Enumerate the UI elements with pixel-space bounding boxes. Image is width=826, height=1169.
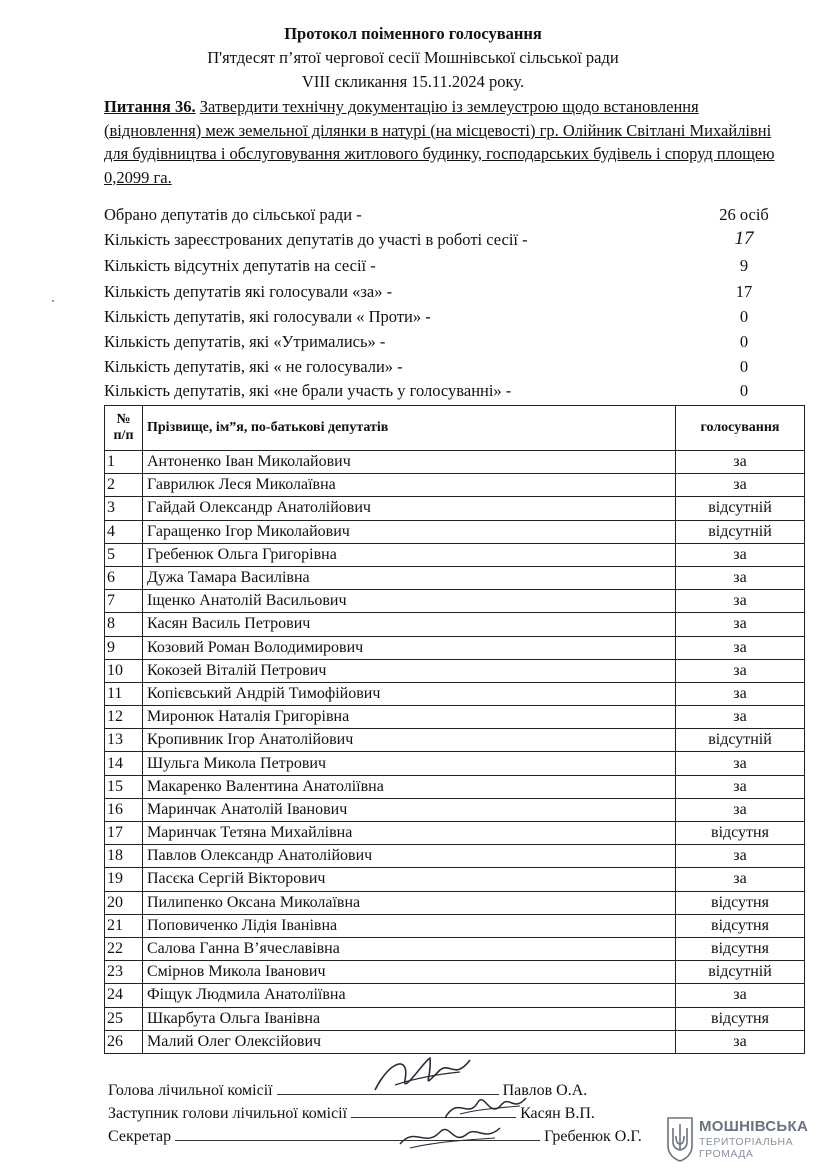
row-number: 17 [105,822,143,845]
signature-name: Павлов О.А. [502,1082,588,1099]
vote-result: за [676,566,805,589]
vote-result: відсутній [676,497,805,520]
row-number: 4 [105,520,143,543]
column-header-name: Прізвище, ім”я, по-батькові депутатів [143,406,676,451]
vote-result: за [676,451,805,474]
row-number: 22 [105,937,143,960]
table-row [105,798,805,821]
deputy-name: Шульга Микола Петрович [143,752,676,775]
stat-value: 0 [739,307,749,326]
deputy-name: Салова Ганна В’ячеславівна [143,937,676,960]
signature-name: Касян В.П. [520,1105,595,1122]
row-number: 26 [105,1030,143,1053]
table-row [105,729,805,752]
row-number: 15 [105,775,143,798]
signature-role: Голова лічильної комісії [108,1082,273,1099]
table-row [105,868,805,891]
vote-result: за [676,845,805,868]
vote-result: за [676,613,805,636]
row-number: 6 [105,566,143,589]
row-number: 14 [105,752,143,775]
vote-result: відсутній [676,520,805,543]
vote-result: за [676,1030,805,1053]
table-row [105,752,805,775]
deputy-name: Гребенюк Ольга Григорівна [143,543,676,566]
column-header-number: № п/п [105,406,143,451]
table-row [105,775,805,798]
protocol-title: Протокол поіменного голосування [284,24,542,43]
stat-row [104,307,804,331]
deputy-name: Маринчак Тетяна Михайлівна [143,822,676,845]
stat-label: Кількість депутатів, які « не голосували» - [104,357,403,376]
stat-value: 0 [739,332,749,351]
stat-label: Кількість зареєстрованих депутатів до участі в роботі сесії - [104,230,528,249]
stat-label: Кількість депутатів, які «не брали участь у голосуванні» - [104,381,512,400]
vote-result: відсутній [676,729,805,752]
handwritten-signature-3 [395,1118,505,1154]
deputy-name: Козовий Роман Володимирович [143,636,676,659]
table-header-row [105,406,805,451]
stat-label: Кількість депутатів, які «Утримались» - [104,332,386,351]
vote-result: відсутня [676,822,805,845]
deputy-name: Касян Василь Петрович [143,613,676,636]
stat-row [104,256,804,280]
vote-result: відсутня [676,1007,805,1030]
deputy-name: Копієвський Андрій Тимофійович [143,682,676,705]
signature-name: Гребенюк О.Г. [544,1128,642,1145]
deputy-name: Кокозей Віталій Петрович [143,659,676,682]
deputy-name: Антоненко Іван Миколайович [143,451,676,474]
stat-row [104,332,804,356]
stat-label: Кількість відсутніх депутатів на сесії - [104,256,376,275]
table-row [105,984,805,1007]
deputy-name: Гаращенко Ігор Миколайович [143,520,676,543]
stat-value: 0 [739,357,749,376]
stat-value: 9 [739,256,749,275]
table-row [105,937,805,960]
trident-icon [666,1116,694,1162]
row-number: 13 [105,729,143,752]
stat-row [104,282,804,306]
question-label: Питання 36. [104,97,196,116]
table-row [105,1007,805,1030]
row-number: 5 [105,543,143,566]
question-text: Затвердити технічну документацію із землеустрою щодо встановлення (відновлення) меж земельної ділянки в натурі (на місцевості) гр. Олійник Світлані Михайлівні для будівництва і обслуговування житлового будинку, господарських будівель і споруд площею 0,2099 га. [104,97,775,187]
vote-result: за [676,984,805,1007]
table-row [105,520,805,543]
vote-result: за [676,636,805,659]
table-row [105,636,805,659]
table-row [105,543,805,566]
table-row [105,590,805,613]
deputy-name: Малий Олег Олексійович [143,1030,676,1053]
signature-line-secretary [108,1128,642,1146]
row-number: 12 [105,706,143,729]
stat-value: 17 [734,228,754,249]
vote-result: відсутня [676,891,805,914]
roll-call-table [104,405,805,1054]
row-number: 2 [105,474,143,497]
table-row [105,891,805,914]
stat-label: Обрано депутатів до сільської ради - [104,205,362,224]
vote-result: за [676,590,805,613]
column-header-vote: голосування [676,406,805,451]
deputy-name: Кропивник Ігор Анатолійович [143,729,676,752]
scan-speck [52,300,54,302]
stat-row [104,230,804,254]
vote-result: за [676,682,805,705]
vote-result: за [676,775,805,798]
stat-value: 0 [739,381,749,400]
deputy-name: Пасєка Сергій Вікторович [143,868,676,891]
row-number: 16 [105,798,143,821]
table-row [105,497,805,520]
row-number: 11 [105,682,143,705]
row-number: 8 [105,613,143,636]
row-number: 9 [105,636,143,659]
logo-text-line3: ГРОМАДА [699,1148,754,1160]
table-row [105,613,805,636]
vote-result: за [676,706,805,729]
stat-label: Кількість депутатів, які голосували « Проти» - [104,307,431,326]
deputy-name: Поповиченко Лідія Іванівна [143,914,676,937]
deputy-name: Макаренко Валентина Анатоліївна [143,775,676,798]
deputy-name: Павлов Олександр Анатолійович [143,845,676,868]
stat-row [104,381,804,405]
vote-result: за [676,543,805,566]
signature-role: Секретар [108,1128,172,1145]
row-number: 25 [105,1007,143,1030]
row-number: 10 [105,659,143,682]
deputy-name: Дужа Тамара Василівна [143,566,676,589]
stat-value: 26 осіб [719,205,769,224]
deputy-name: Гайдай Олександр Анатолійович [143,497,676,520]
row-number: 7 [105,590,143,613]
row-number: 18 [105,845,143,868]
vote-result: за [676,474,805,497]
table-row [105,659,805,682]
row-number: 3 [105,497,143,520]
vote-result: за [676,868,805,891]
table-row [105,822,805,845]
table-row [105,682,805,705]
deputy-name: Пилипенко Оксана Миколаївна [143,891,676,914]
vote-result: відсутня [676,937,805,960]
table-row [105,914,805,937]
table-row [105,566,805,589]
table-row [105,474,805,497]
table-row [105,451,805,474]
deputy-name: Маринчак Анатолій Іванович [143,798,676,821]
row-number: 20 [105,891,143,914]
deputy-name: Іщенко Анатолій Васильович [143,590,676,613]
stat-value: 17 [735,282,753,301]
vote-result: за [676,798,805,821]
row-number: 21 [105,914,143,937]
deputy-name: Шкарбута Ольга Іванівна [143,1007,676,1030]
deputy-name: Гаврилюк Леся Миколаївна [143,474,676,497]
community-logo [666,1116,811,1162]
protocol-subtitle-session: П'ятдесят п’ятої чергової сесії Мошнівської сільської ради [207,48,619,67]
logo-text-line1: МОШНІВСЬКА [699,1118,809,1135]
agenda-question [104,95,784,189]
deputy-name: Фіщук Людмила Анатоліївна [143,984,676,1007]
logo-text-line2: ТЕРИТОРІАЛЬНА [699,1136,794,1148]
row-number: 23 [105,961,143,984]
signature-role: Заступник голови лічильної комісії [108,1105,348,1122]
row-number: 1 [105,451,143,474]
table-row [105,706,805,729]
row-number: 19 [105,868,143,891]
stat-row [104,357,804,381]
vote-result: за [676,659,805,682]
vote-result: відсутня [676,914,805,937]
vote-result: за [676,752,805,775]
table-row [105,845,805,868]
vote-result: відсутній [676,961,805,984]
protocol-subtitle-date: VIII скликання 15.11.2024 року. [301,72,525,91]
stat-label: Кількість депутатів які голосували «за» - [104,282,393,301]
deputy-name: Миронюк Наталія Григорівна [143,706,676,729]
row-number: 24 [105,984,143,1007]
deputy-name: Смірнов Микола Іванович [143,961,676,984]
stat-row [104,205,804,229]
table-row [105,961,805,984]
